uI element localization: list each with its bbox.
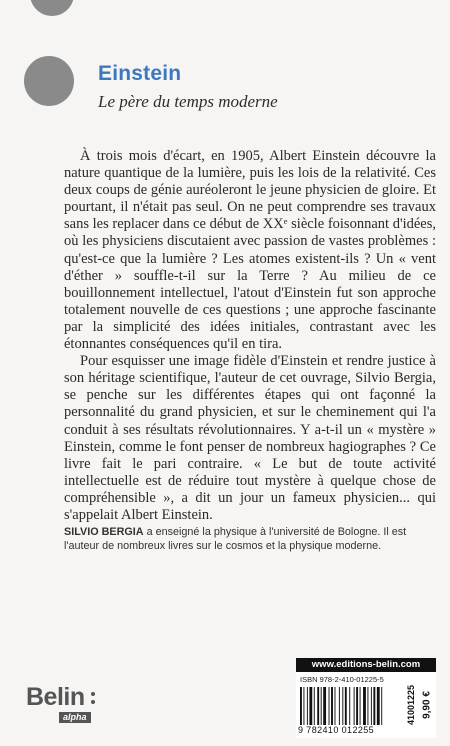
publisher-website: www.editions-belin.com — [296, 658, 436, 672]
decorative-circle — [24, 56, 74, 106]
barcode — [300, 687, 400, 725]
author-bio-text: a enseigné la physique à l'université de Bologne. Il est l'auteur de nombreux livres sur le cosmos et la physique moderne. — [64, 526, 407, 552]
author-bio — [64, 525, 436, 553]
decorative-circle-top — [30, 0, 74, 16]
collection-tag: alpha — [59, 712, 91, 723]
blurb-paragraph-1: À trois mois d'écart, en 1905, Albert Einstein découvre la nature quantique de la lumière, puis les lois de la relativité. Ces deux coups de génie auréoleront le jeune physicien de gloire. Et pourtant, il n'était pas seul. On ne peut comprendre ses travaux sans les replacer dans ce début de XXᵉ siècle foisonnant d'idées, où les physiciens discutaient avec passion de vastes problèmes : qu'est-ce que la lumière ? Les atomes existent-ils ? Un « vent d'éther » souffle-t-il sur la Terre ? Au milieu de ce bouillonnement intellectuel, l'atout d'Einstein fut son approche totalement nouvelle de ces questions ; une approche fascinante par la simplicité des idées initiales, contrastant avec les étonnantes conséquences qu'il en tira. — [64, 148, 436, 353]
publisher-logo: Belin — [26, 683, 85, 711]
blurb-text — [64, 148, 436, 524]
product-code: 41001225 — [406, 684, 416, 726]
blurb-paragraph-2: Pour esquisser une image fidèle d'Einstein et rendre justice à son héritage scientifique, l'auteur de cet ouvrage, Silvio Bergia, se penche sur les différentes étapes qui ont façonné la personnalité du grand physicien, et sur le cheminement qui l'a conduit à ses résultats révolutionnaires. Y a-t-il un « mystère » Einstein, comme le font penser de nombreux hagiographes ? Ce livre fait le pari contraire. « Le but de toute activité intellectuelle est de réduire tout mystère à quelque chose de compréhensible », a dit un jour un fameux physicien... qui s'appelait Albert Einstein. — [64, 353, 436, 523]
logo-colon-icon — [91, 690, 95, 706]
book-subtitle: Le père du temps moderne — [98, 92, 278, 111]
price-panel — [418, 672, 436, 738]
price: 9,90 € — [421, 691, 433, 719]
barcode-panel — [296, 672, 404, 738]
isbn-label: ISBN 978-2-410-01225-5 — [300, 675, 384, 684]
book-title: Einstein — [98, 62, 182, 85]
author-name: SILVIO BERGIA — [64, 526, 144, 538]
barcode-digits: 9 782410 012255 — [298, 725, 375, 735]
product-code-panel — [404, 672, 418, 738]
